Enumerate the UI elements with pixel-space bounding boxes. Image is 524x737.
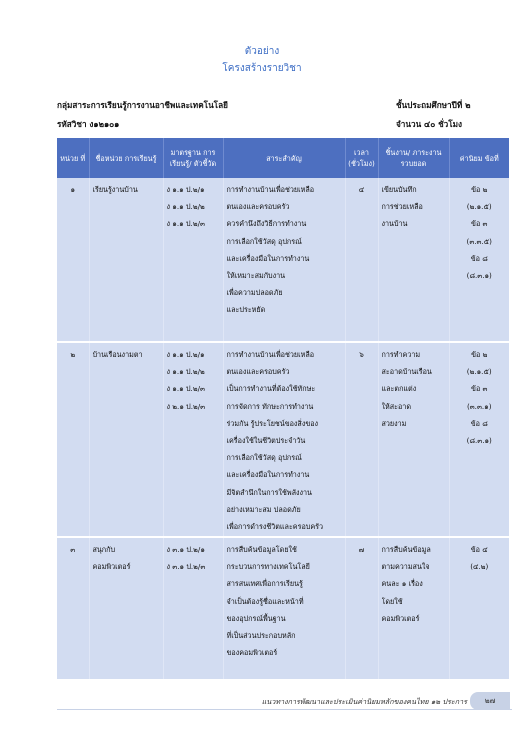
header-unit-no: หน่วย ที่ <box>57 138 89 178</box>
example-label: ตัวอย่าง <box>244 46 280 57</box>
subject-group: กลุ่มสาระการเรียนรู้การงานอาชีพและเทคโนโลยี <box>57 100 228 110</box>
unit-no: ๒ <box>57 342 89 537</box>
unit-no: ๓ <box>57 537 89 679</box>
values: ข้อ ๒ (๒.๑.๕) ข้อ ๓ (๓.๓.๑) ข้อ ๘ (๘.๓.๑) <box>449 342 509 537</box>
unit-name: สนุกกับ คอมพิวเตอร์ <box>89 537 163 679</box>
values: ข้อ ๒ (๒.๑.๕) ข้อ ๓ (๓.๓.๕) ข้อ ๘ (๘.๓.๑) <box>449 178 509 342</box>
unit-name: บ้านเรือนงามตา <box>89 342 163 537</box>
standards: ง ๑.๑ ป.๒/๑ ง ๑.๑ ป.๒/๒ ง ๑.๑ ป.๒/๓ ง ๒.๑ ป.๒/๓ <box>163 342 223 537</box>
task: เขียนบันทึก การช่วยเหลือ งานบ้าน <box>378 178 449 342</box>
time: ๖ <box>345 342 378 537</box>
course-structure-table <box>57 138 509 679</box>
footer-text: แนวทางการพัฒนาและประเมินค่านิยมหลักของคนไทย ๑๒ ประการ <box>261 697 467 706</box>
header-time: เวลา (ชั่วโมง) <box>345 138 378 178</box>
page-number: ๒๗ <box>470 692 510 710</box>
footer-rule <box>57 709 512 710</box>
table-row <box>57 537 509 679</box>
table-row <box>57 342 509 537</box>
essence: การสืบค้นข้อมูลโดยใช้ กระบวนการทางเทคโนโลยี สารสนเทศเพื่อการเรียนรู้ จำเป็นต้องรู้ชื่อและหน้าที่ ของอุปกรณ์พื้นฐาน ที่เป็นส่วนประกอบหลัก ของคอมพิวเตอร์ <box>223 537 345 679</box>
time: ๔ <box>345 178 378 342</box>
essence: การทำงานบ้านเพื่อช่วยเหลือ ตนเองและครอบครัว เป็นการทำงานที่ต้องใช้ทักษะ การจัดการ ทักษะการทำงาน ร่วมกัน รู้ประโยชน์ของสิ่งของ เครื่องใช้ในชีวิตประจำวัน การเลือกใช้วัสดุ อุปกรณ์ และเครื่องมือในการทำงาน มีจิตสำนึกในการใช้พลังงาน อย่างเหมาะสม ปลอดภัย เพื่อการดำรงชีวิตและครอบครัว <box>223 342 345 537</box>
course-code: รหัสวิชา ง๑๒๑๐๑ <box>57 119 120 129</box>
header-unit-name: ชื่อหน่วย การเรียนรู้ <box>89 138 163 178</box>
table-row <box>57 178 509 342</box>
grade-level: ชั้นประถมศึกษาปีที่ ๒ <box>396 100 471 110</box>
standards: ง ๓.๑ ป.๒/๑ ง ๓.๑ ป.๒/๓ <box>163 537 223 679</box>
header-task: ชิ้นงาน/ ภาระงาน รวบยอด <box>378 138 449 178</box>
unit-name: เรียนรู้งานบ้าน <box>89 178 163 342</box>
total-hours: จำนวน ๔๐ ชั่วโมง <box>396 119 463 129</box>
standards: ง ๑.๑ ป.๒/๑ ง ๑.๑ ป.๒/๒ ง ๑.๑ ป.๒/๓ <box>163 178 223 342</box>
unit-no: ๑ <box>57 178 89 342</box>
essence: การทำงานบ้านเพื่อช่วยเหลือ ตนเองและครอบครัว ควรคำนึงถึงวิธีการทำงาน การเลือกใช้วัสดุ อุปกรณ์ และเครื่องมือในการทำงาน ให้เหมาะสมกับงาน เพื่อความปลอดภัย และประหยัด <box>223 178 345 342</box>
header-standards: มาตรฐาน การเรียนรู้/ ตัวชี้วัด <box>163 138 223 178</box>
values: ข้อ ๔ (๔.๒) <box>449 537 509 679</box>
header-essence: สาระสำคัญ <box>223 138 345 178</box>
time: ๗ <box>345 537 378 679</box>
header-values: ค่านิยม ข้อที่ <box>449 138 509 178</box>
table-header-row <box>57 138 509 178</box>
task: การทำความ สะอาดบ้านเรือน และตกแต่ง ให้สะอาด สวยงาม <box>378 342 449 537</box>
task: การสืบค้นข้อมูล ตามความสนใจ คนละ ๑ เรื่อง โดยใช้ คอมพิวเตอร์ <box>378 537 449 679</box>
page-title: โครงสร้างรายวิชา <box>222 63 302 74</box>
